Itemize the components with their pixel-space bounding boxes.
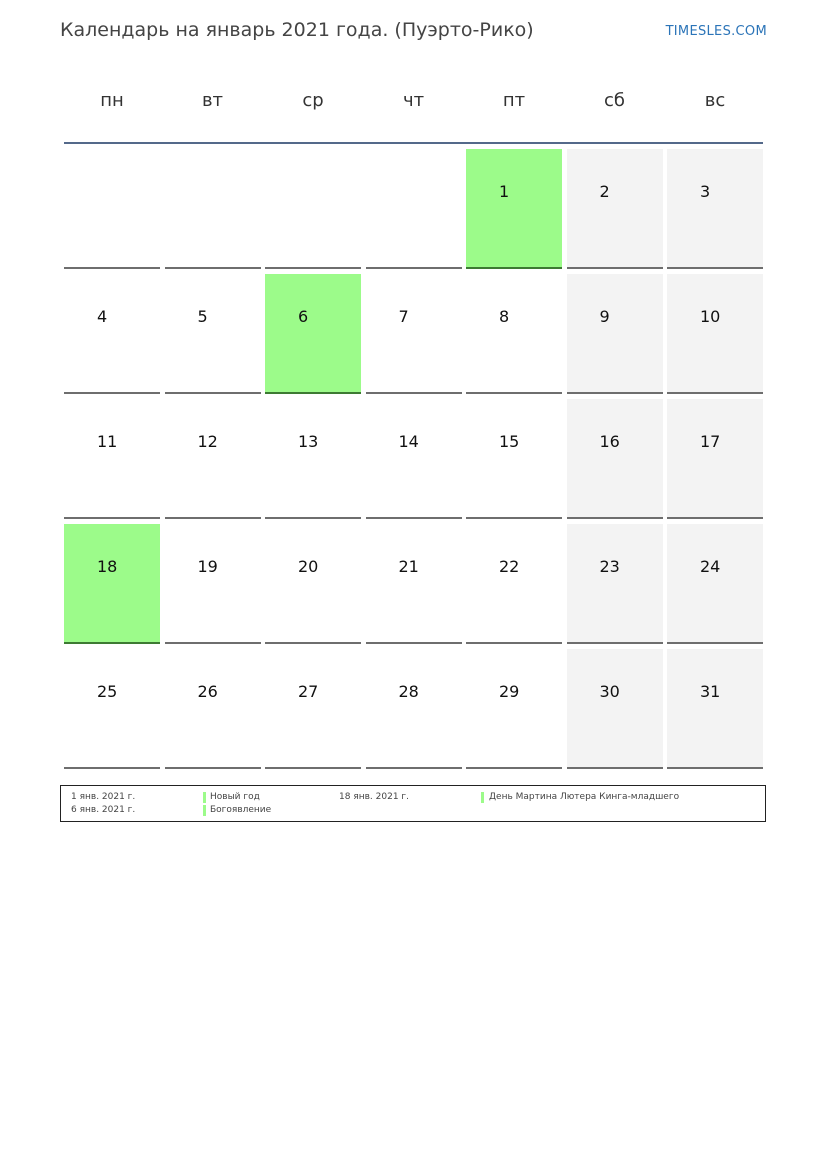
calendar-day-cell bbox=[64, 524, 160, 644]
day-number: 4 bbox=[97, 307, 108, 326]
calendar-day-cell bbox=[366, 274, 462, 394]
day-number: 14 bbox=[398, 432, 419, 451]
day-number: 18 bbox=[97, 557, 118, 576]
day-number: 6 bbox=[298, 307, 309, 326]
legend-holiday-name: Богоявление bbox=[210, 805, 272, 815]
legend-date: 18 янв. 2021 г. bbox=[339, 792, 409, 802]
calendar-day-cell bbox=[667, 149, 763, 269]
calendar-day-cell bbox=[567, 649, 663, 769]
day-number: 1 bbox=[499, 182, 510, 201]
calendar-day-cell bbox=[64, 274, 160, 394]
legend-color-marker bbox=[481, 792, 484, 803]
site-link[interactable]: TIMESLES.COM bbox=[665, 24, 767, 39]
day-number: 29 bbox=[499, 682, 520, 701]
day-number: 26 bbox=[197, 682, 218, 701]
day-number: 19 bbox=[197, 557, 218, 576]
calendar-day-cell bbox=[667, 274, 763, 394]
day-number: 10 bbox=[700, 307, 721, 326]
day-number: 31 bbox=[700, 682, 721, 701]
day-number: 30 bbox=[599, 682, 620, 701]
weekday-tue: вт bbox=[201, 90, 224, 111]
legend-date: 1 янв. 2021 г. bbox=[71, 792, 136, 802]
calendar-day-cell bbox=[667, 524, 763, 644]
calendar-day-cell bbox=[466, 149, 562, 269]
calendar-day-cell bbox=[667, 649, 763, 769]
legend-color-marker bbox=[203, 792, 206, 803]
day-number: 9 bbox=[599, 307, 610, 326]
calendar-empty-cell bbox=[64, 149, 160, 269]
calendar-day-cell bbox=[466, 649, 562, 769]
calendar-day-cell bbox=[567, 274, 663, 394]
weekday-thu: чт bbox=[402, 90, 425, 111]
day-number: 7 bbox=[398, 307, 409, 326]
calendar-day-cell bbox=[366, 524, 462, 644]
day-number: 22 bbox=[499, 557, 520, 576]
legend-holiday-name: День Мартина Лютера Кинга-младшего bbox=[489, 792, 680, 802]
legend-date: 6 янв. 2021 г. bbox=[71, 805, 136, 815]
day-number: 28 bbox=[398, 682, 419, 701]
day-number: 16 bbox=[599, 432, 620, 451]
calendar-empty-cell bbox=[165, 149, 261, 269]
page-title: Календарь на январь 2021 года. (Пуэрто-Рико) bbox=[60, 19, 534, 41]
calendar-day-cell bbox=[567, 399, 663, 519]
calendar-day-cell bbox=[667, 399, 763, 519]
day-number: 5 bbox=[197, 307, 208, 326]
calendar-day-cell bbox=[265, 274, 361, 394]
calendar-day-cell bbox=[366, 649, 462, 769]
day-number: 27 bbox=[298, 682, 319, 701]
day-number: 15 bbox=[499, 432, 520, 451]
calendar-day-cell bbox=[265, 399, 361, 519]
day-number: 21 bbox=[398, 557, 419, 576]
calendar-day-cell bbox=[366, 399, 462, 519]
header-divider bbox=[64, 142, 763, 144]
calendar-day-cell bbox=[165, 274, 261, 394]
day-number: 11 bbox=[97, 432, 118, 451]
weekday-mon: пн bbox=[100, 90, 124, 111]
holiday-legend bbox=[60, 785, 766, 822]
calendar-day-cell bbox=[265, 524, 361, 644]
weekday-sat: сб bbox=[604, 90, 625, 111]
calendar-empty-cell bbox=[265, 149, 361, 269]
calendar-day-cell bbox=[64, 649, 160, 769]
legend-color-marker bbox=[203, 805, 206, 816]
day-number: 23 bbox=[599, 557, 620, 576]
calendar-day-cell bbox=[64, 399, 160, 519]
legend-holiday-name: Новый год bbox=[210, 792, 260, 802]
calendar-day-cell bbox=[567, 149, 663, 269]
day-number: 17 bbox=[700, 432, 721, 451]
day-number: 12 bbox=[197, 432, 218, 451]
calendar-day-cell bbox=[165, 524, 261, 644]
calendar-day-cell bbox=[466, 399, 562, 519]
day-number: 8 bbox=[499, 307, 510, 326]
calendar-day-cell bbox=[466, 274, 562, 394]
day-number: 2 bbox=[599, 182, 610, 201]
weekday-header-row bbox=[64, 90, 763, 120]
day-number: 25 bbox=[97, 682, 118, 701]
calendar-empty-cell bbox=[366, 149, 462, 269]
weekday-sun: вс bbox=[704, 90, 726, 111]
calendar-day-cell bbox=[567, 524, 663, 644]
weekday-fri: пт bbox=[502, 90, 526, 111]
day-number: 13 bbox=[298, 432, 319, 451]
day-number: 3 bbox=[700, 182, 711, 201]
calendar-day-cell bbox=[265, 649, 361, 769]
day-number: 20 bbox=[298, 557, 319, 576]
calendar-day-cell bbox=[466, 524, 562, 644]
calendar-day-cell bbox=[165, 649, 261, 769]
weekday-wed: ср bbox=[302, 90, 324, 111]
day-number: 24 bbox=[700, 557, 721, 576]
calendar-day-cell bbox=[165, 399, 261, 519]
